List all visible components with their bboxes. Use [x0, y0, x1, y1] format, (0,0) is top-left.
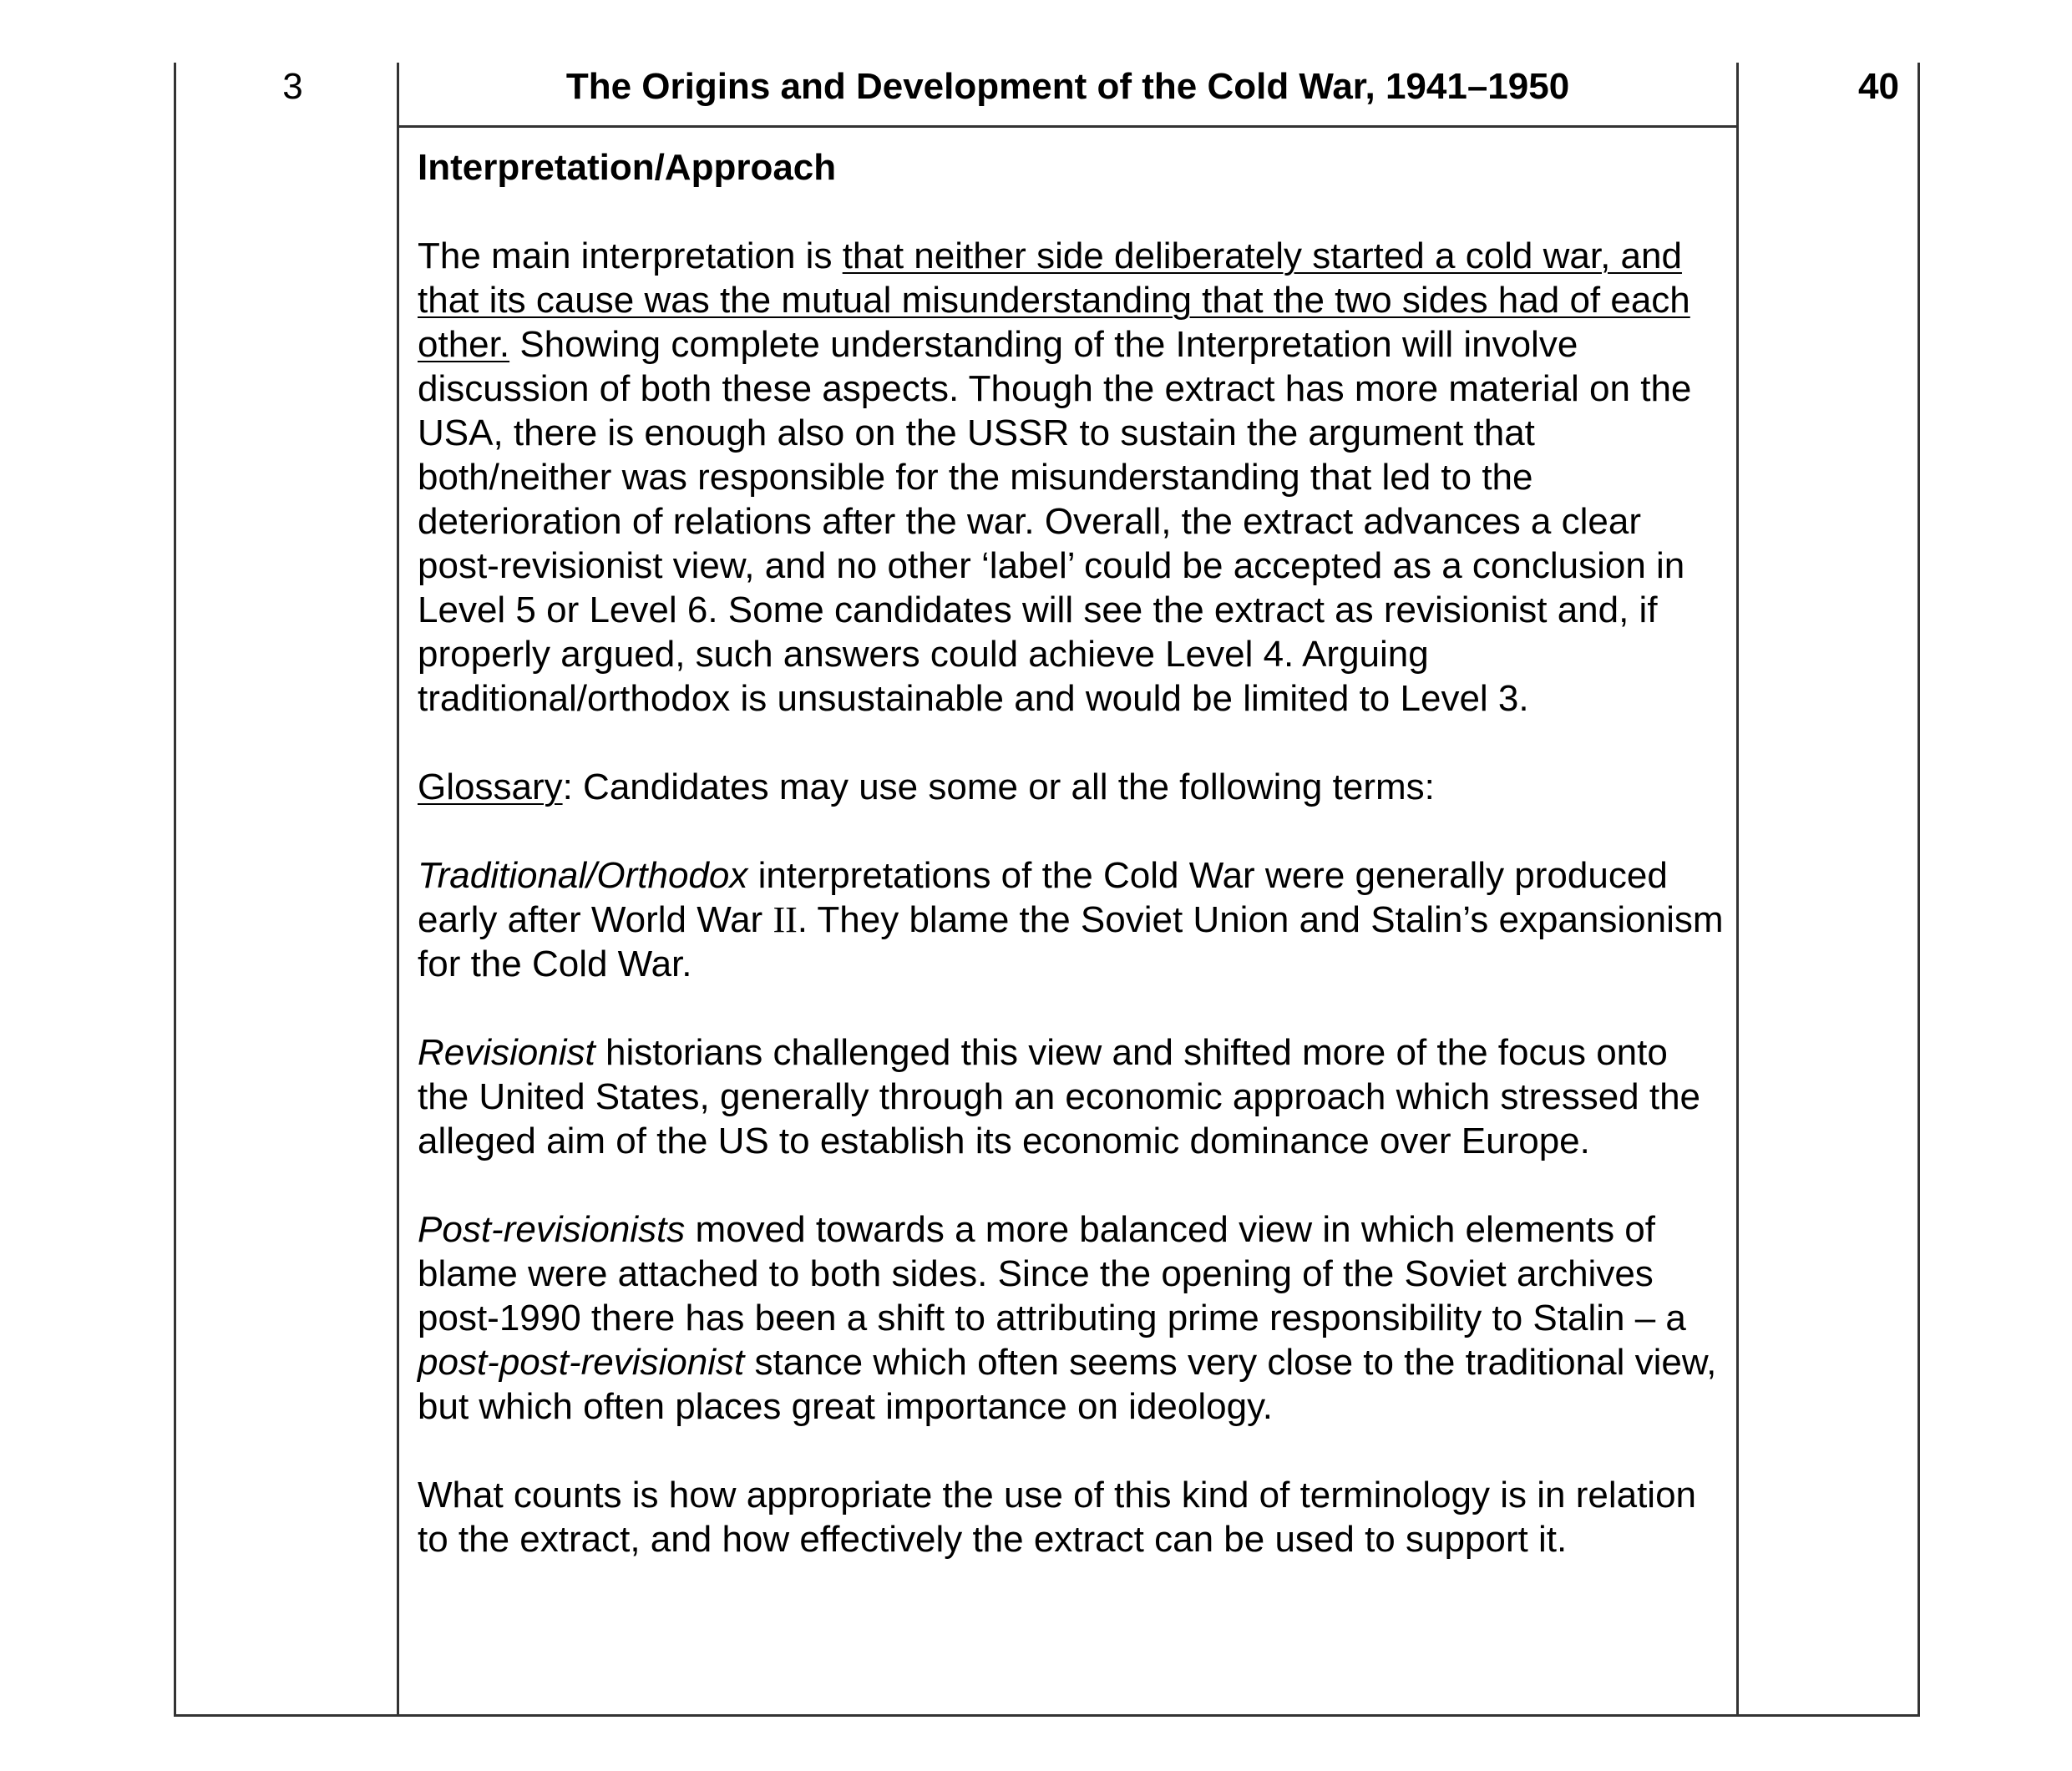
column-divider-right	[1736, 63, 1739, 1714]
interpretation-paragraph	[418, 234, 1729, 721]
interpretation-key-statement: that neither side deliberately started a cold war, and that its cause was the mutual misunderstanding that the two sides had of each other.	[418, 235, 1690, 365]
interpretation-intro: The main interpretation is	[418, 235, 843, 276]
post-revisionist-text-a: moved towards a more balanced view in which elements of blame were attached to both sides. Since the opening of the Soviet archives post-1990 there has been a shift to attributing prime responsibility to Stalin – a	[418, 1209, 1686, 1338]
marks-total: 40	[1858, 66, 1899, 107]
revisionist-term: Revisionist	[418, 1032, 595, 1073]
post-post-revisionist-term: post-post-revisionist	[418, 1342, 745, 1383]
post-revisionist-text-b: stance which often seems very close to the traditional view, but which often places great importance on ideology.	[418, 1342, 1717, 1427]
revisionist-text: historians challenged this view and shifted more of the focus onto the United States, generally through an economic approach which stressed the alleged aim of the US to establish its economic dominance over Europe.	[418, 1032, 1701, 1161]
glossary-label: Glossary	[418, 767, 563, 807]
traditional-text-b: . They blame the Soviet Union and Stalin’s expansionism for the Cold War.	[418, 899, 1724, 984]
roman-numeral: II	[773, 899, 798, 940]
glossary-intro: : Candidates may use some or all the following terms:	[562, 767, 1435, 807]
traditional-term: Traditional/Orthodox	[418, 855, 748, 896]
post-revisionist-paragraph	[418, 1207, 1729, 1429]
traditional-text-a: interpretations of the Cold War were generally produced early after World War	[418, 855, 1668, 940]
column-divider-left	[397, 63, 399, 1714]
traditional-paragraph	[418, 853, 1729, 986]
revisionist-paragraph	[418, 1030, 1729, 1163]
section-subheading: Interpretation/Approach	[418, 147, 837, 188]
closing-paragraph: What counts is how appropriate the use of this kind of terminology is in relation to the extract, and how effectively the extract can be used to support it.	[418, 1475, 1697, 1560]
interpretation-discussion: Showing complete understanding of the Interpretation will involve discussion of both these aspects. Though the extract has more material on the USA, there is enough also on the USSR to sustain the argument that both/neither was responsible for the misunderstanding that led to the deterioration of relations after the war. Overall, the extract advances a clear post-revisionist view, and no other ‘label’ could be accepted as a conclusion in Level 5 or Level 6. Some candidates will see the extract as revisionist and, if properly argued, such answers could achieve Level 4. Arguing traditional/orthodox is unsustainable and would be limited to Level 3.	[418, 324, 1692, 719]
question-heading: The Origins and Development of the Cold War, 1941–1950	[565, 66, 1570, 107]
post-revisionist-term: Post-revisionists	[418, 1209, 686, 1250]
guidance-content	[418, 145, 1729, 1561]
glossary-paragraph	[418, 765, 1729, 809]
question-number: 3	[282, 66, 303, 107]
heading-divider	[399, 125, 1736, 128]
mark-scheme-table	[174, 63, 1920, 1717]
